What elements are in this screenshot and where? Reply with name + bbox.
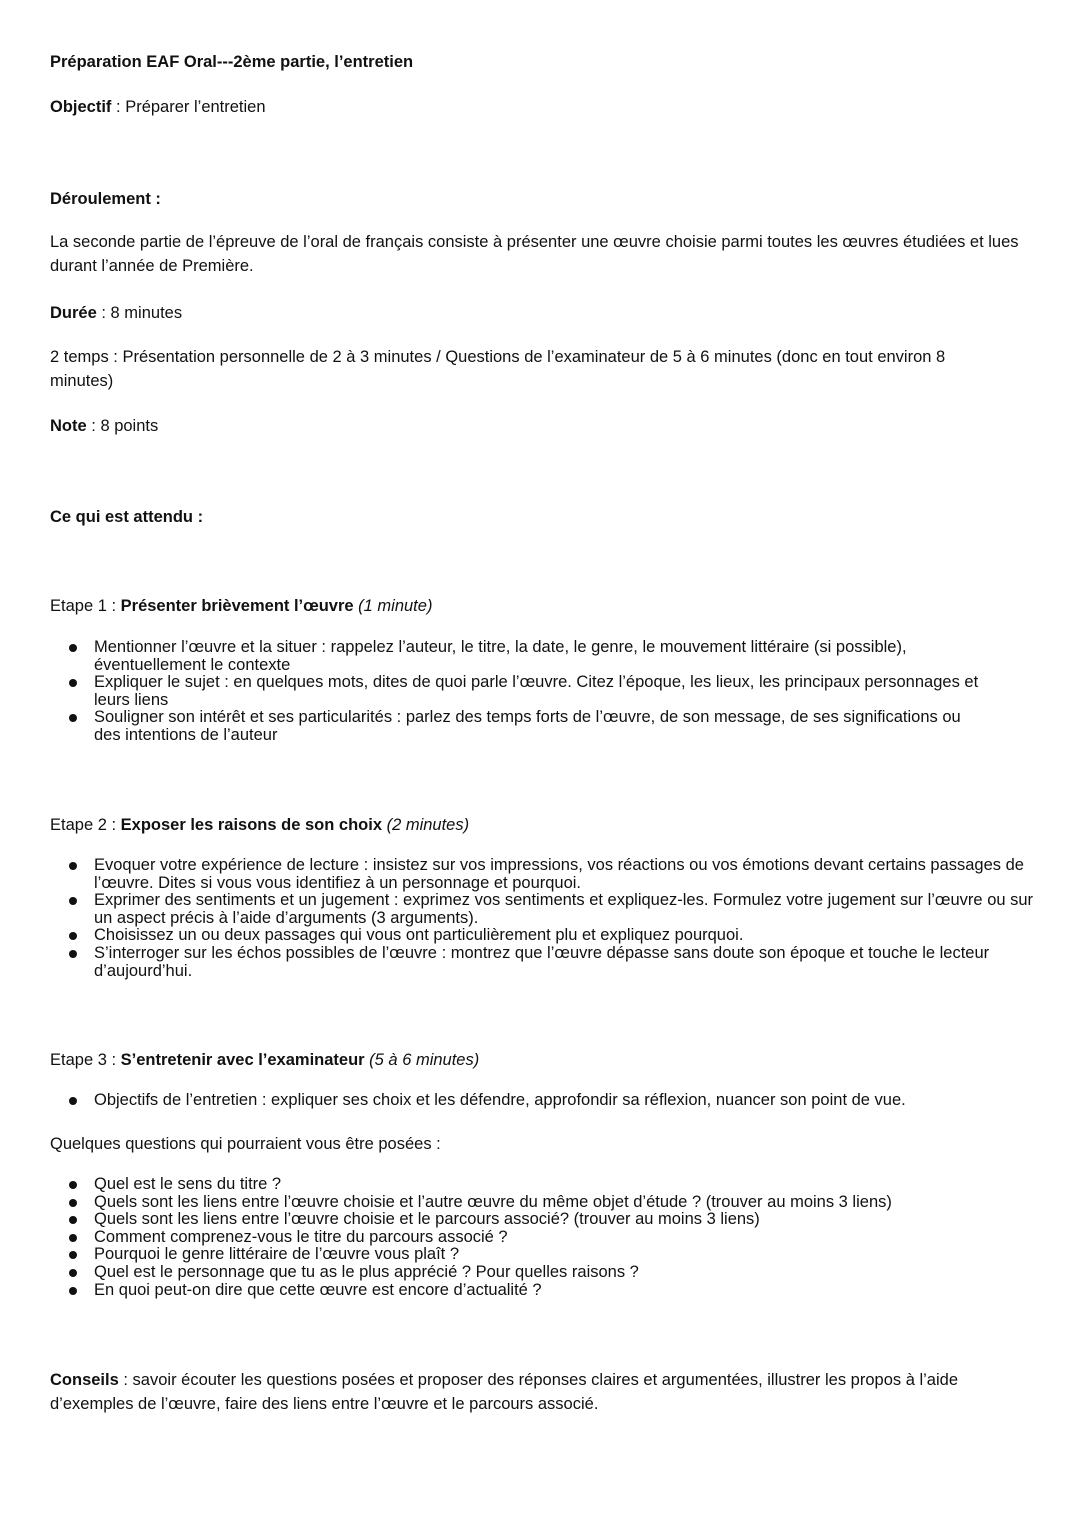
etape-duration: (1 minute)	[353, 597, 433, 615]
etape-1-heading	[50, 594, 1035, 618]
etape-title: Présenter brièvement l’œuvre	[120, 597, 354, 615]
etape-3-list	[50, 1092, 1035, 1110]
question-item: Pourquoi le genre littéraire de l’œuvre vous plaît ?	[50, 1246, 1035, 1264]
etape-prefix: Etape 2 :	[50, 816, 121, 834]
question-item: Quel est le personnage que tu as le plus apprécié ? Pour quelles raisons ?	[50, 1264, 1035, 1282]
conseils-label: Conseils	[50, 1371, 119, 1389]
question-item: Comment comprenez-vous le titre du parcours associé ?	[50, 1229, 1035, 1247]
etape-1-list	[50, 639, 980, 745]
separator: :	[111, 98, 126, 116]
list-item: Mentionner l’œuvre et la situer : rappelez l’auteur, le titre, la date, le genre, le mouvement littéraire (si possible), éventuellement le contexte	[50, 639, 980, 674]
list-item: Exprimer des sentiments et un jugement : exprimez vos sentiments et expliquez-les. Formulez votre jugement sur l’œuvre ou sur un aspect précis à l’aide d’arguments (3 arguments).	[50, 892, 1035, 927]
questions-list	[50, 1176, 1035, 1299]
question-item: Quels sont les liens entre l’œuvre choisie et l’autre œuvre du même objet d’étude ? (trouver au moins 3 liens)	[50, 1194, 1035, 1212]
duree-label: Durée	[50, 304, 97, 322]
note-label: Note	[50, 417, 87, 435]
note-line	[50, 414, 1035, 438]
duree-text: 8 minutes	[110, 304, 183, 322]
deroulement-heading: Déroulement :	[50, 190, 161, 208]
question-item: En quoi peut-on dire que cette œuvre est encore d’actualité ?	[50, 1282, 1035, 1300]
list-item: S’interroger sur les échos possibles de l’œuvre : montrez que l’œuvre dépasse sans doute son époque et touche le lecteur d’aujourd’hui.	[50, 945, 1035, 980]
etape-2-list	[50, 857, 1035, 980]
separator: :	[96, 304, 111, 322]
note-text: 8 points	[100, 417, 159, 435]
list-item: Expliquer le sujet : en quelques mots, dites de quoi parle l’œuvre. Citez l’époque, les lieux, les principaux personnages et leurs liens	[50, 674, 980, 709]
list-item: Objectifs de l’entretien : expliquer ses choix et les défendre, approfondir sa réflexion, nuancer son point de vue.	[50, 1092, 1035, 1110]
etape-prefix: Etape 3 :	[50, 1051, 121, 1069]
temps-text: 2 temps : Présentation personnelle de 2 à 3 minutes / Questions de l’examinateur de 5 à 6 minutes (donc en tout environ 8 minutes)	[50, 348, 946, 390]
objectif-label: Objectif	[50, 98, 112, 116]
questions-intro: Quelques questions qui pourraient vous être posées :	[50, 1135, 441, 1153]
duree-line	[50, 301, 1035, 325]
list-item: Evoquer votre expérience de lecture : insistez sur vos impressions, vos réactions ou vos émotions devant certains passages de l’œuvre. Dites si vous vous identifiez à un personnage et pourquoi.	[50, 857, 1035, 892]
etape-2-heading	[50, 813, 1035, 837]
etape-title: S’entretenir avec l’examinateur	[120, 1051, 365, 1069]
document-title: Préparation EAF Oral---2ème partie, l’entretien	[50, 53, 414, 71]
deroulement-text: La seconde partie de l’épreuve de l’oral de français consiste à présenter une œuvre choisie parmi toutes les œuvres étudiées et lues durant l’année de Première.	[50, 233, 1019, 275]
etape-duration: (2 minutes)	[382, 816, 470, 834]
separator: :	[118, 1371, 133, 1389]
attendu-heading: Ce qui est attendu :	[50, 508, 204, 526]
question-item: Quels sont les liens entre l’œuvre choisie et le parcours associé? (trouver au moins 3 liens)	[50, 1211, 1035, 1229]
objectif-text: Préparer l’entretien	[125, 98, 266, 116]
etape-duration: (5 à 6 minutes)	[364, 1051, 480, 1069]
objectif-line	[50, 95, 1035, 119]
list-item: Souligner son intérêt et ses particularités : parlez des temps forts de l’œuvre, de son message, de ses significations ou des intentions de l’auteur	[50, 709, 980, 744]
etape-3-heading	[50, 1048, 1035, 1072]
conseils-text: savoir écouter les questions posées et proposer des réponses claires et argumentées, illustrer les propos à l’aide d’exemples de l’œuvre, faire des liens entre l’œuvre et le parcours associé.	[50, 1371, 958, 1413]
question-item: Quel est le sens du titre ?	[50, 1176, 1035, 1194]
list-item: Choisissez un ou deux passages qui vous ont particulièrement plu et expliquez pourquoi.	[50, 927, 1035, 945]
conseils-paragraph	[50, 1368, 990, 1416]
etape-title: Exposer les raisons de son choix	[120, 816, 382, 834]
etape-prefix: Etape 1 :	[50, 597, 121, 615]
separator: :	[86, 417, 101, 435]
